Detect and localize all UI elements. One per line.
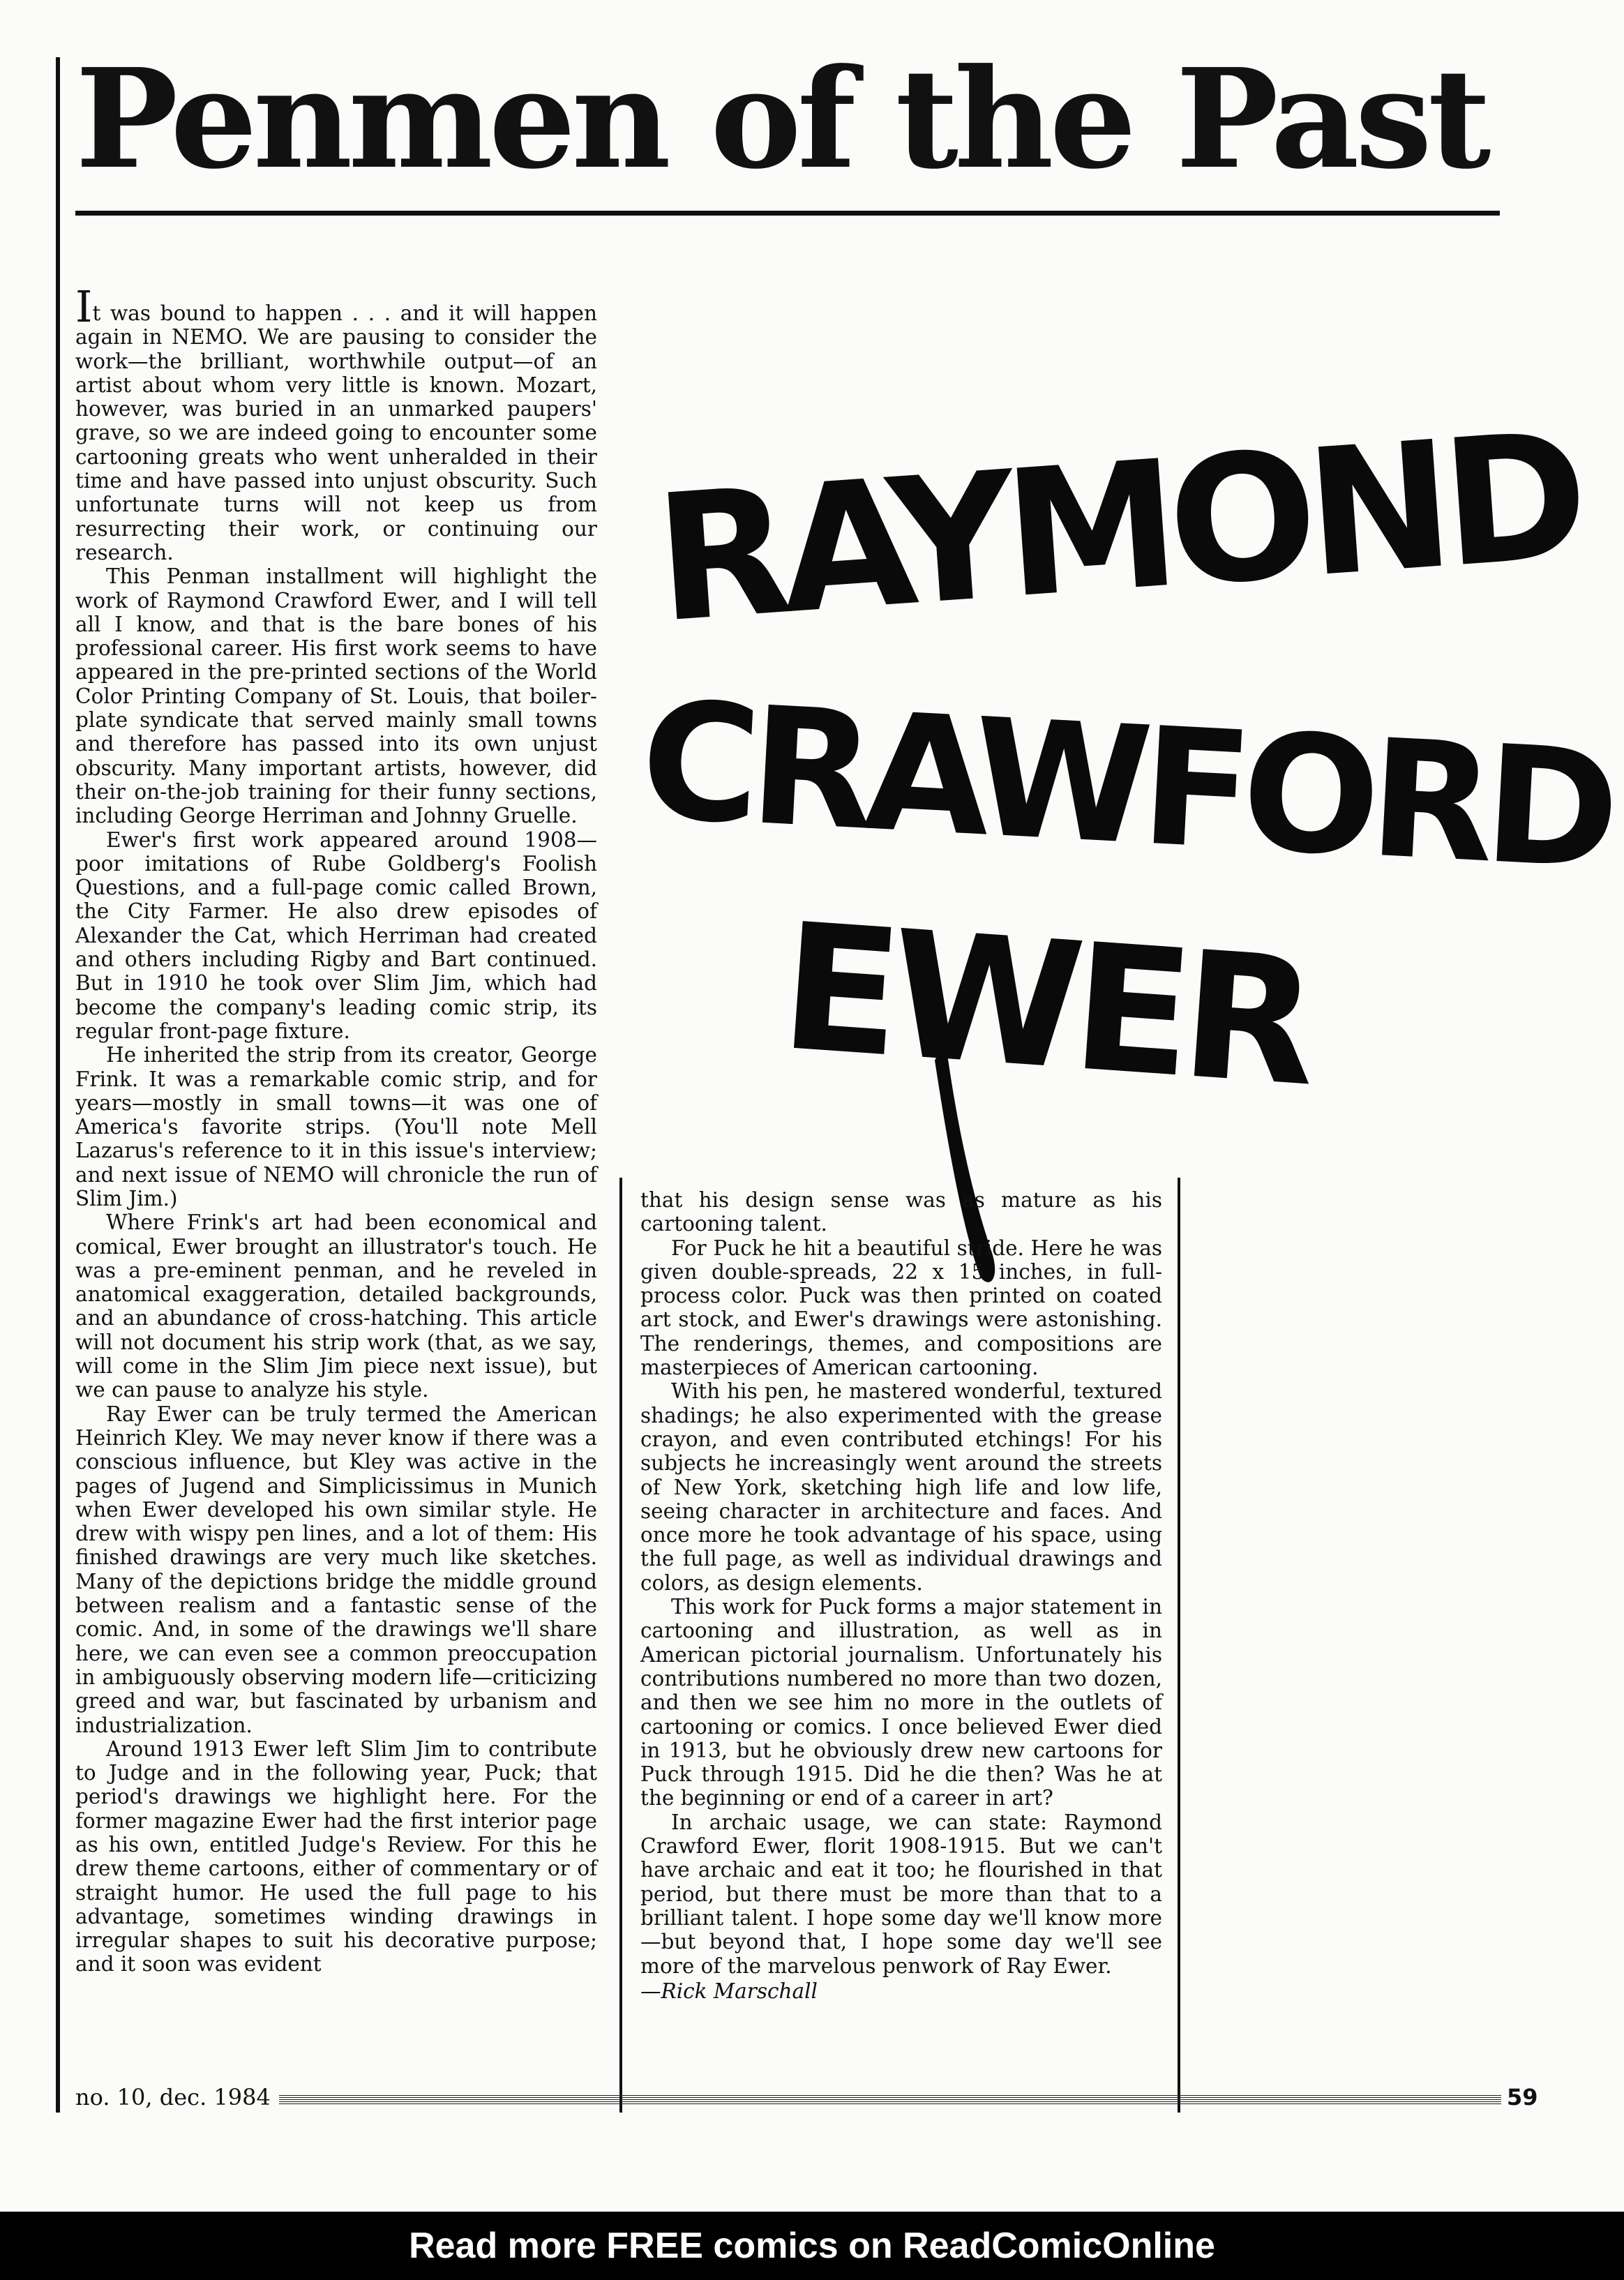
article-paragraph [75, 1043, 597, 1210]
article-column-1 [75, 281, 597, 1977]
article-paragraph [640, 1188, 1162, 1236]
article-paragraph [75, 1210, 597, 1402]
artist-name-lettering [628, 391, 1614, 1298]
promo-banner: Read more FREE comics on ReadComicOnline [0, 2212, 1624, 2280]
paragraph-text: This work for Puck forms a major statement in cartooning and illustration, as well as in American pictorial journalism. Unfortunately his contributions numbered no more than two dozen, and then we see him no more in the outlets of cartooning or comics. I once believed Ewer died in 1913, but he obviously drew new cartoons for Puck through 1915. Did he die then? Was he at the beginning or end of a career in art? [640, 1595, 1162, 1810]
paragraph-text: Ray Ewer can be truly termed the American Heinrich Kley. We may never know if there was a conscious influence, but Kley was active in the pages of Jugend and Simplicissimus in Munich when Ewer developed his own similar style. He drew with wispy pen lines, and a lot of them: His finished drawings are very much like sketches. Many of the depictions bridge the middle ground between realism and a fantastic sense of the comic. And, in some of the drawings we'll share here, we can even see a common preoccupation in ambiguously observing modern life—criticizing greed and war, but fascinated by urbanism and industrialization. [75, 1402, 597, 1737]
paragraph-text: Ewer's first work appeared around 1908—poor imitations of Rube Goldberg's Foolish Questions, and a full-page comic called Brown, the City Farmer. He also drew episodes of Alexander the Cat, which Herriman had created and others including Rigby and Bart continued. But in 1910 he took over Slim Jim, which had become the company's leading comic strip, its regular front-page fixture. [75, 827, 597, 1043]
paragraph-text: This Penman installment will highlight the work of Raymond Crawford Ewer, and I will tell all I know, and that is the bare bones of his professional career. His first work seems to have appeared in the pre-printed sections of the World Color Printing Company of St. Louis, that boiler-plate syndicate that served mainly small towns and therefore has passed into its own unjust obscurity. Many important artists, however, did their on-the-job training for their funny sections, including George Herriman and Johnny Gruelle. [75, 564, 597, 828]
footer-rule [279, 2095, 1501, 2105]
paragraph-text: t was bound to happen . . . and it will happen again in NEMO. We are pausing to consider the work—the brilliant, worthwhile output—of an artist about whom very little is known. Mozart, however, was buried in an unmarked paupers' grave, so we are indeed going to encounter some cartooning greats who went unheralded in their time and have passed into unjust obscurity. Such unfortunate turns will not keep us from resurrecting their work, or continuing our research. [75, 301, 597, 564]
left-border-rule [56, 57, 60, 2113]
issue-date: no. 10, dec. 1984 [75, 2084, 271, 2110]
paragraph-text: Where Frink's art had been economical and comical, Ewer brought an illustrator's touch. He was a pre-eminent penman, and he reveled in anatomical exaggeration, detailed backgrounds, and an abundance of cross-hatching. This article will not document his strip work (that, as we say, will come in the Slim Jim piece next issue), but we can pause to analyze his style. [75, 1210, 597, 1402]
article-paragraph [75, 281, 597, 564]
author-signature: —Rick Marschall [640, 1979, 818, 2003]
article-paragraph [75, 1737, 597, 1977]
paragraph-text: He inherited the strip from its creator, George Frink. It was a remarkable comic strip, and for years—mostly in small towns—it was one of America's favorite strips. (You'll note Mell Lazarus's reference to it in this issue's interview; and next issue of NEMO will chronicle the run of Slim Jim.) [75, 1043, 597, 1210]
page-number: 59 [1507, 2084, 1538, 2110]
paragraph-text: Around 1913 Ewer left Slim Jim to contribute to Judge and in the following year, Puck; that period's drawings we highlight here. For the former magazine Ewer had the first interior page as his own, entitled Judge's Review. For this he drew theme cartoons, either of commentary or of straight humor. He used the full page to his advantage, sometimes winding drawings in irregular shapes to suit his decorative purpose; and it soon was evident [75, 1737, 597, 1977]
title-underline [75, 211, 1500, 216]
name-line-raymond: RAYMOND [649, 394, 1585, 661]
article-paragraph [640, 1810, 1162, 1978]
column-divider [619, 1178, 622, 2113]
paragraph-text: With his pen, he mastered wonderful, textured shadings; he also experimented with the grease crayon, and even contributed etchings! For his subjects he increasingly went around the streets of New York, sketching high life and low life, seeing character in architecture and faces. And once more he took advantage of his space, using the full page, as well as individual drawings and colors, as design elements. [640, 1379, 1162, 1595]
paragraph-text: that his design sense was as mature as his cartooning talent. [640, 1188, 1162, 1236]
article-paragraph [640, 1379, 1162, 1595]
article-paragraph [75, 828, 597, 1044]
name-line-crawford: CRAWFORD [636, 666, 1614, 906]
name-line-ewer: EWER [774, 885, 1314, 1125]
paragraph-text: For Puck he hit a beautiful stride. Here he was given double-spreads, 22 x 15 inches, in full-process color. Puck was then printed on coated art stock, and Ewer's drawings were astonishing. The renderings, themes, and compositions are masterpieces of American cartooning. [640, 1236, 1162, 1380]
paragraph-text: In archaic usage, we can state: Raymond Crawford Ewer, florit 1908-1915. But we can't have archaic and eat it too; he flourished in that period, but there must be more than that to a brilliant talent. I hope some day we'll know more—but beyond that, I hope some day we'll see more of the marvelous penwork of Ray Ewer. [640, 1810, 1162, 1978]
article-paragraph [640, 1595, 1162, 1810]
article-paragraph [640, 1236, 1162, 1380]
article-paragraph [75, 564, 597, 827]
article-paragraph [75, 1402, 597, 1737]
article-column-2 [640, 1188, 1162, 2003]
right-column-rule [1178, 1178, 1180, 2113]
page-title: Penmen of the Past [75, 39, 1487, 200]
drop-cap: I [75, 281, 93, 332]
